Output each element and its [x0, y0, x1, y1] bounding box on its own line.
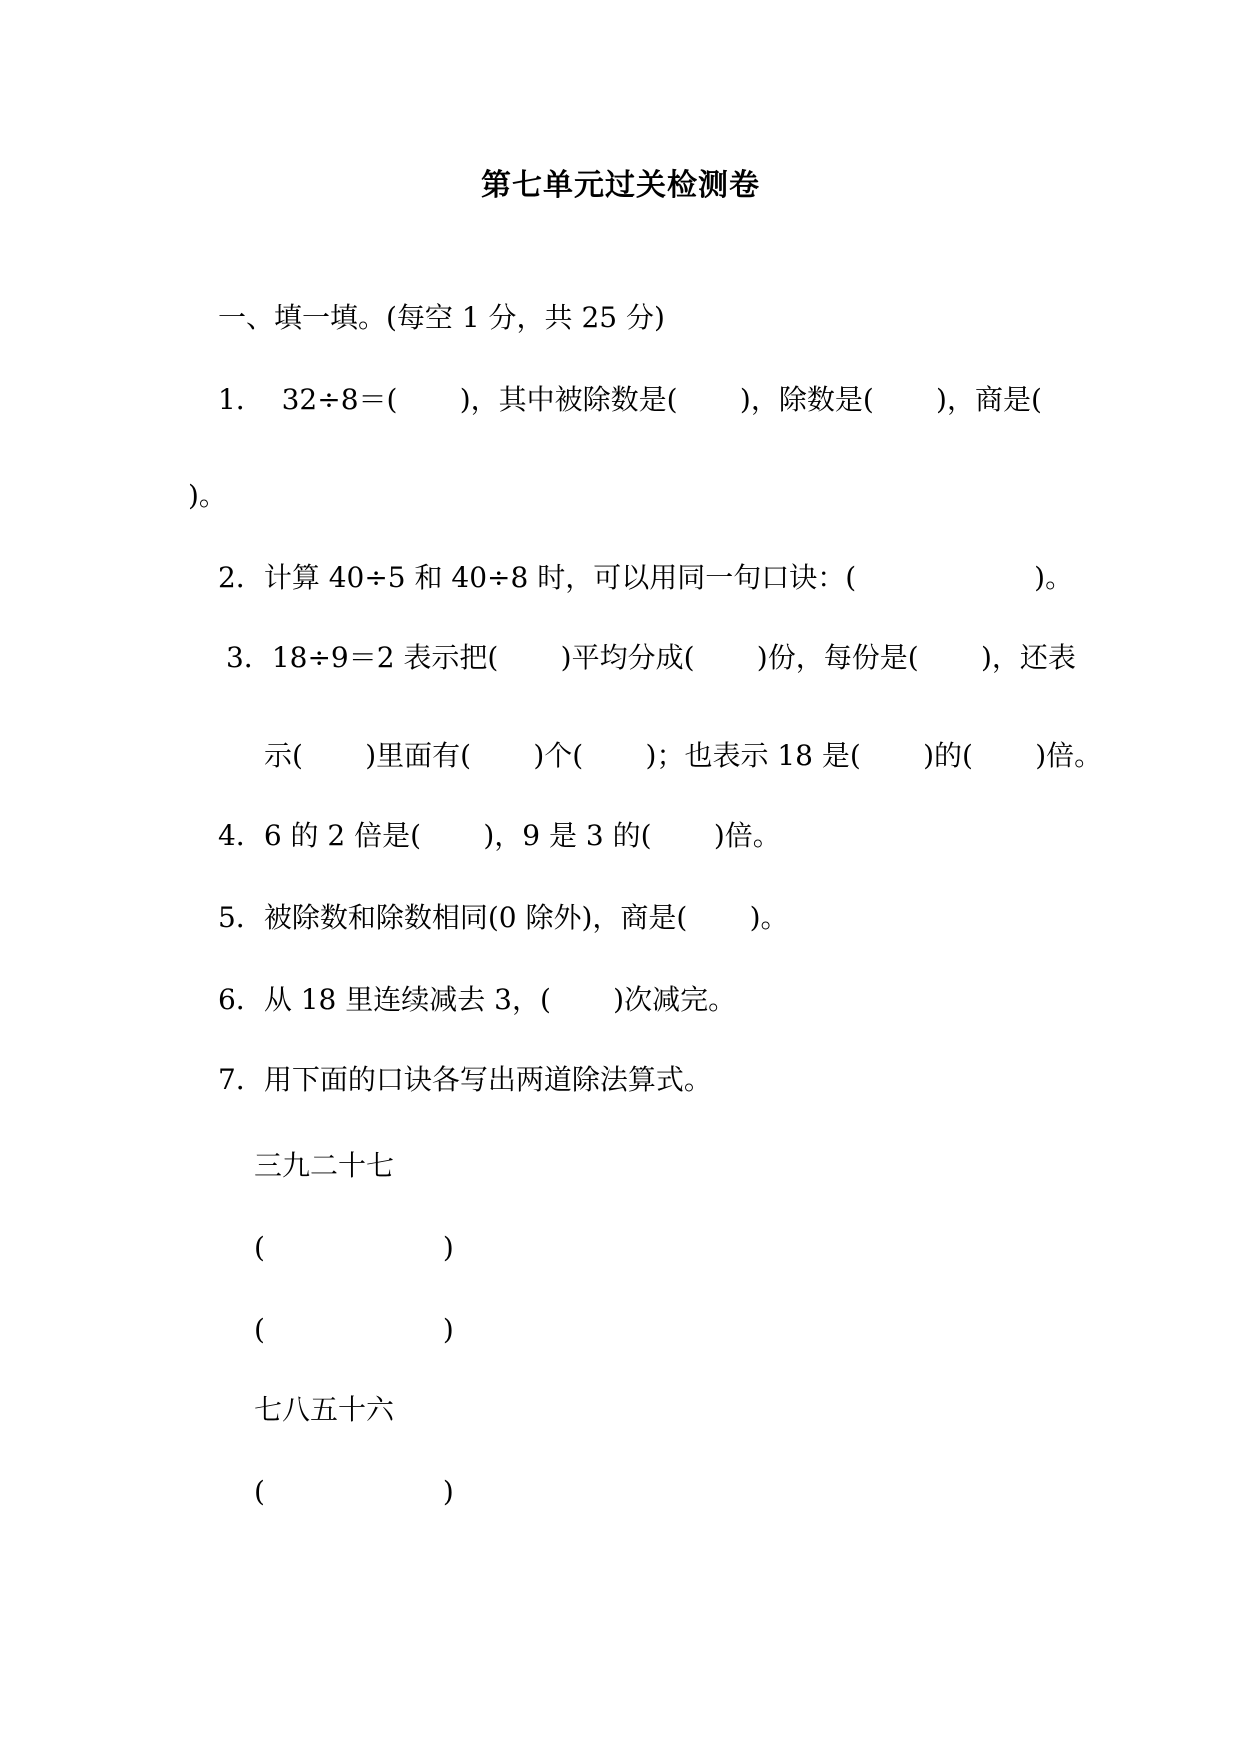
question-3-line-2: 示( )里面有( )个( )；也表示 18 是( )的( )倍。 [264, 739, 1103, 772]
section-heading: 一、填一填。(每空 1 分，共 25 分) [218, 301, 665, 334]
rhyme-1: 三九二十七 [254, 1149, 395, 1182]
question-1-line-2: )。 [188, 479, 227, 512]
question-1-line-1: 1． 32÷8＝( )，其中被除数是( )，除数是( )，商是( [218, 383, 1042, 416]
question-4: 4．6 的 2 倍是( )，9 是 3 的( )倍。 [218, 819, 781, 852]
question-2: 2．计算 40÷5 和 40÷8 时，可以用同一句口诀：( )。 [218, 561, 1074, 594]
rhyme-1-answer-blank-1: ( ) [254, 1231, 454, 1264]
question-5: 5．被除数和除数相同(0 除外)，商是( )。 [218, 901, 789, 934]
question-7: 7．用下面的口诀各写出两道除法算式。 [218, 1063, 712, 1096]
rhyme-2: 七八五十六 [254, 1393, 395, 1426]
rhyme-1-answer-blank-2: ( ) [254, 1313, 454, 1346]
rhyme-2-answer-blank-1: ( ) [254, 1475, 454, 1508]
question-6: 6．从 18 里连续减去 3，( )次减完。 [218, 983, 737, 1016]
question-3-line-1: 3．18÷9＝2 表示把( )平均分成( )份，每份是( )，还表 [226, 641, 1076, 674]
page-title: 第七单元过关检测卷 [481, 168, 760, 203]
